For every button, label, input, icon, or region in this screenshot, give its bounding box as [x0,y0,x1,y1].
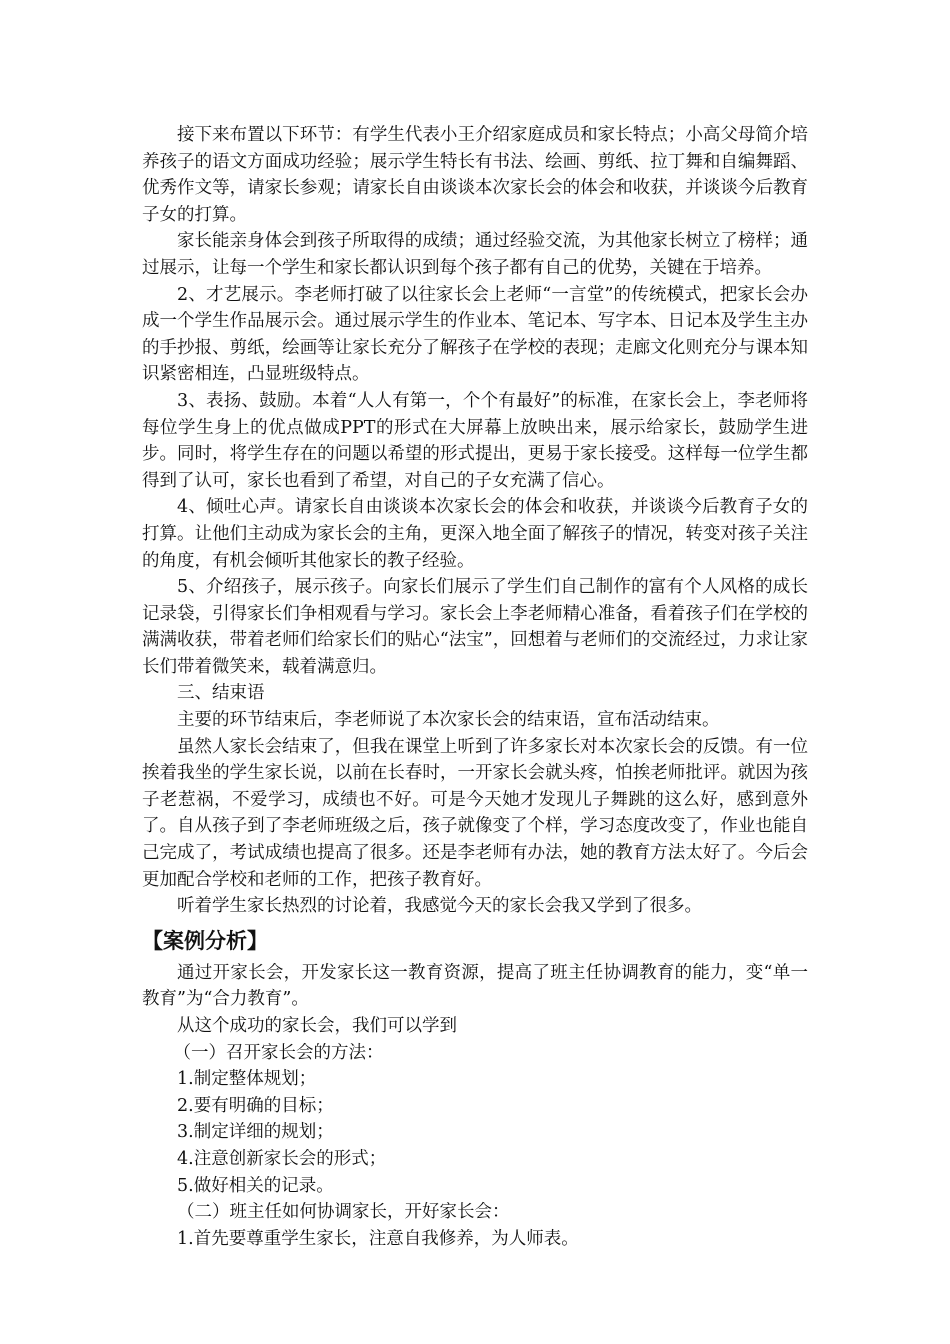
paragraph-activities: 接下来布置以下环节：有学生代表小王介绍家庭成员和家长特点；小高父母简介培养孩子的语文方面成功经验；展示学生特长有书法、绘画、剪纸、拉丁舞和自编舞蹈、优秀作文等，请家长参观；请家长自由谈谈本次家长会的体会和收获，并谈谈今后教育子女的打算。 [142,125,808,225]
paragraph-praise: 3、表扬、鼓励。本着“人人有第一，个个有最好”的标准，在家长会上，李老师将每位学生身上的优点做成PPT的形式在大屏幕上放映出来，展示给家长，鼓励学生进步。同时，将学生存在的问题以希望的形式提出，更易于家长接受。这样每一位学生都得到了认可，家长也看到了希望，对自己的子女充满了信心。 [142,390,808,491]
list-item: 2.要有明确的目标； [177,1095,334,1116]
paragraph-reflection: 听着学生家长热烈的讨论着，我感觉今天的家长会我又学到了很多。 [177,896,702,917]
paragraph-learn: 从这个成功的家长会，我们可以学到 [177,1016,457,1036]
list-item: 1.首先要尊重学生家长，注意自我修养，为人师表。 [177,1228,579,1249]
list-item: 3.制定详细的规划； [177,1122,334,1143]
coordination-title: （二）班主任如何协调家长，开好家长会： [177,1202,510,1223]
list-item: 1.制定整体规划； [177,1069,317,1090]
paragraph-introduce-children: 5、介绍孩子，展示孩子。向家长们展示了学生们自己制作的富有个人风格的成长记录袋，引得家长们争相观看与学习。家长会上李老师精心准备，看着孩子们在学校的满满收获，带着老师们给家长们的贴心“法宝”，回想着与老师们的交流经过，力求让家长们带着微笑来，载着满意归。 [142,577,808,677]
section-heading-case-analysis: 【案例分析】 [142,928,268,953]
paragraph-parent-feedback: 虽然人家长会结束了，但我在课堂上听到了许多家长对本次家长会的反馈。有一位挨着我坐的学生家长说，以前在长春时，一开家长会就头疼，怕挨老师批评。就因为孩子老惹祸，不爱学习，成绩也不好。可是今天她才发现儿子舞跳的这么好，感到意外了。自从孩子到了李老师班级之后，孩子就像变了个样，学习态度改变了，作业也能自己完成了，考试成绩也提高了很多。还是李老师有办法，她的教育方法太好了。今后会更加配合学校和老师的工作，把孩子教育好。 [142,736,808,890]
subheading-closing: 三、结束语 [177,683,265,704]
paragraph-analysis-intro: 通过开家长会，开发家长这一教育资源，提高了班主任协调教育的能力，变“单一教育”为“合力教育”。 [142,962,808,1010]
list-item: 5.做好相关的记录。 [177,1175,334,1196]
paragraph-talent-show: 2、才艺展示。李老师打破了以往家长会上老师“一言堂”的传统模式，把家长会办成一个学生作品展示会。通过展示学生的作业本、笔记本、写字本、日记本及学生主办的手抄报、剪纸，绘画等让家长充分了解孩子在学校的表现；走廊文化则充分与课本知识紧密相连，凸显班级特点。 [142,284,808,385]
paragraph-experience: 家长能亲身体会到孩子所取得的成绩；通过经验交流，为其他家长树立了榜样；通过展示，让每一个学生和家长都认识到每个孩子都有自己的优势，关键在于培养。 [142,231,808,278]
paragraph-closing-remarks: 主要的环节结束后，李老师说了本次家长会的结束语，宣布活动结束。 [177,710,720,731]
document-page [142,122,808,1252]
list-item: 4.注意创新家长会的形式； [177,1148,387,1169]
paragraph-share-thoughts: 4、倾吐心声。请家长自由谈谈本次家长会的体会和收获，并谈谈今后教育子女的打算。让他们主动成为家长会的主角，更深入地全面了解孩子的情况，转变对孩子关注的角度，有机会倾听其他家长的教子经验。 [142,497,808,571]
methods-title: （一）召开家长会的方法： [173,1042,384,1063]
